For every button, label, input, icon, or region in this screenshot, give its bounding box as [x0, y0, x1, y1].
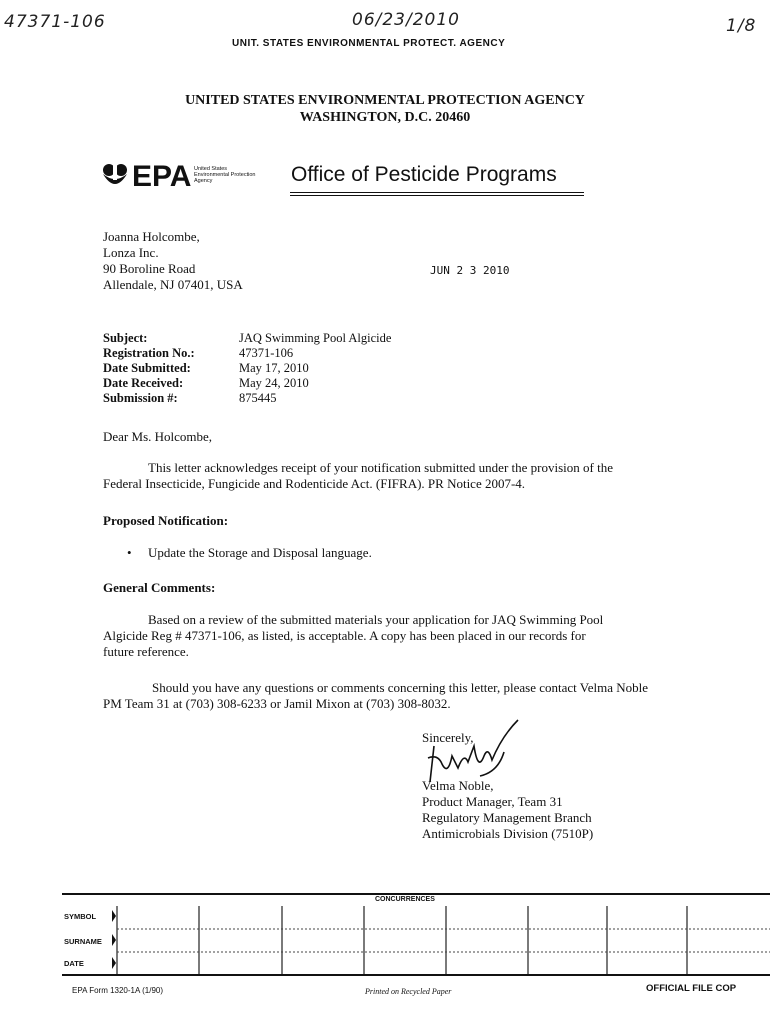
- paragraph-2-line-3: future reference.: [103, 644, 189, 659]
- meta-value-submitted: May 17, 2010: [239, 361, 309, 375]
- row-label-surname: SURNAME: [64, 937, 102, 946]
- bullet-text: Update the Storage and Disposal language.: [148, 545, 372, 560]
- signer-title-3: Antimicrobials Division (7510P): [422, 826, 594, 841]
- meta-label-submitted: Date Submitted:: [103, 361, 191, 375]
- official-file-copy: OFFICIAL FILE COP: [646, 983, 737, 994]
- epa-logo-line-2: Environmental Protection: [194, 172, 256, 178]
- bullet-dot: •: [127, 545, 132, 560]
- concurrences-heading: CONCURRENCES: [375, 896, 435, 903]
- recycled-note: Printed on Recycled Paper: [365, 987, 452, 996]
- signer-title-1: Product Manager, Team 31: [422, 794, 563, 809]
- meta-label-registration: Registration No.:: [103, 346, 195, 360]
- signer-name: Velma Noble,: [422, 778, 494, 793]
- meta-value-received: May 24, 2010: [239, 376, 309, 390]
- signer-title-2: Regulatory Management Branch: [422, 810, 592, 825]
- handwritten-page: 1/8: [726, 16, 757, 36]
- paragraph-2-line-2: Algicide Reg # 47371-106, as listed, is acceptable. A copy has been placed in our records for: [103, 628, 586, 643]
- meta-value-subject: JAQ Swimming Pool Algicide: [239, 331, 392, 345]
- agency-title: UNITED STATES ENVIRONMENTAL PROTECTION AGENCY: [185, 93, 585, 108]
- handwritten-reg-number: 47371-106: [4, 12, 106, 32]
- concurrences-top-rule: [62, 893, 770, 895]
- row-label-date: DATE: [64, 959, 84, 968]
- proposed-heading: Proposed Notification:: [103, 513, 229, 528]
- handwritten-date: 06/23/2010: [352, 10, 460, 30]
- meta-label-subject: Subject:: [103, 331, 148, 345]
- meta-label-received: Date Received:: [103, 376, 184, 390]
- recipient-address: [103, 229, 243, 293]
- epa-logo-line-3: Agency: [194, 178, 213, 184]
- recipient-name: Joanna Holcombe,: [103, 229, 200, 244]
- recipient-city: Allendale, NJ 07401, USA: [103, 277, 243, 292]
- paragraph-3-line-2: PM Team 31 at (703) 308-6233 or Jamil Mixon at (703) 308-8032.: [103, 696, 451, 711]
- form-number: EPA Form 1320-1A (1/90): [72, 986, 164, 995]
- meta-value-submission: 875445: [239, 391, 277, 405]
- recipient-street: 90 Boroline Road: [103, 261, 196, 276]
- paragraph-1-line-1: This letter acknowledges receipt of your notification submitted under the provision of the: [148, 460, 613, 475]
- concurrences-grid: [62, 906, 770, 976]
- top-header: UNIT. STATES ENVIRONMENTAL PROTECT. AGENCY: [232, 38, 506, 49]
- epa-logo-text: EPA: [132, 160, 192, 193]
- salutation: Dear Ms. Holcombe,: [103, 429, 213, 444]
- office-name: Office of Pesticide Programs: [291, 163, 557, 186]
- row-label-symbol: SYMBOL: [64, 912, 97, 921]
- epa-logo-subtitle: [194, 166, 255, 184]
- paragraph-2-line-1: Based on a review of the submitted materials your application for JAQ Swimming Pool: [148, 612, 604, 627]
- agency-city: WASHINGTON, D.C. 20460: [299, 110, 471, 125]
- paragraph-1-line-2: Federal Insecticide, Fungicide and Rodenticide Act. (FIFRA). PR Notice 2007-4.: [103, 476, 526, 491]
- epa-flower-icon: [100, 160, 130, 190]
- epa-logo-line-1: United States: [194, 166, 228, 172]
- general-heading: General Comments:: [103, 580, 216, 595]
- office-underline-top: [290, 192, 584, 193]
- meta-label-submission: Submission #:: [103, 391, 178, 405]
- meta-value-registration: 47371-106: [239, 346, 294, 360]
- date-stamp: JUN 2 3 2010: [430, 264, 510, 277]
- office-underline-bottom: [290, 195, 584, 196]
- closing: Sincerely,: [422, 730, 474, 745]
- recipient-company: Lonza Inc.: [103, 245, 159, 260]
- paragraph-3-line-1: Should you have any questions or comments concerning this letter, please contact Velma Noble: [152, 680, 649, 695]
